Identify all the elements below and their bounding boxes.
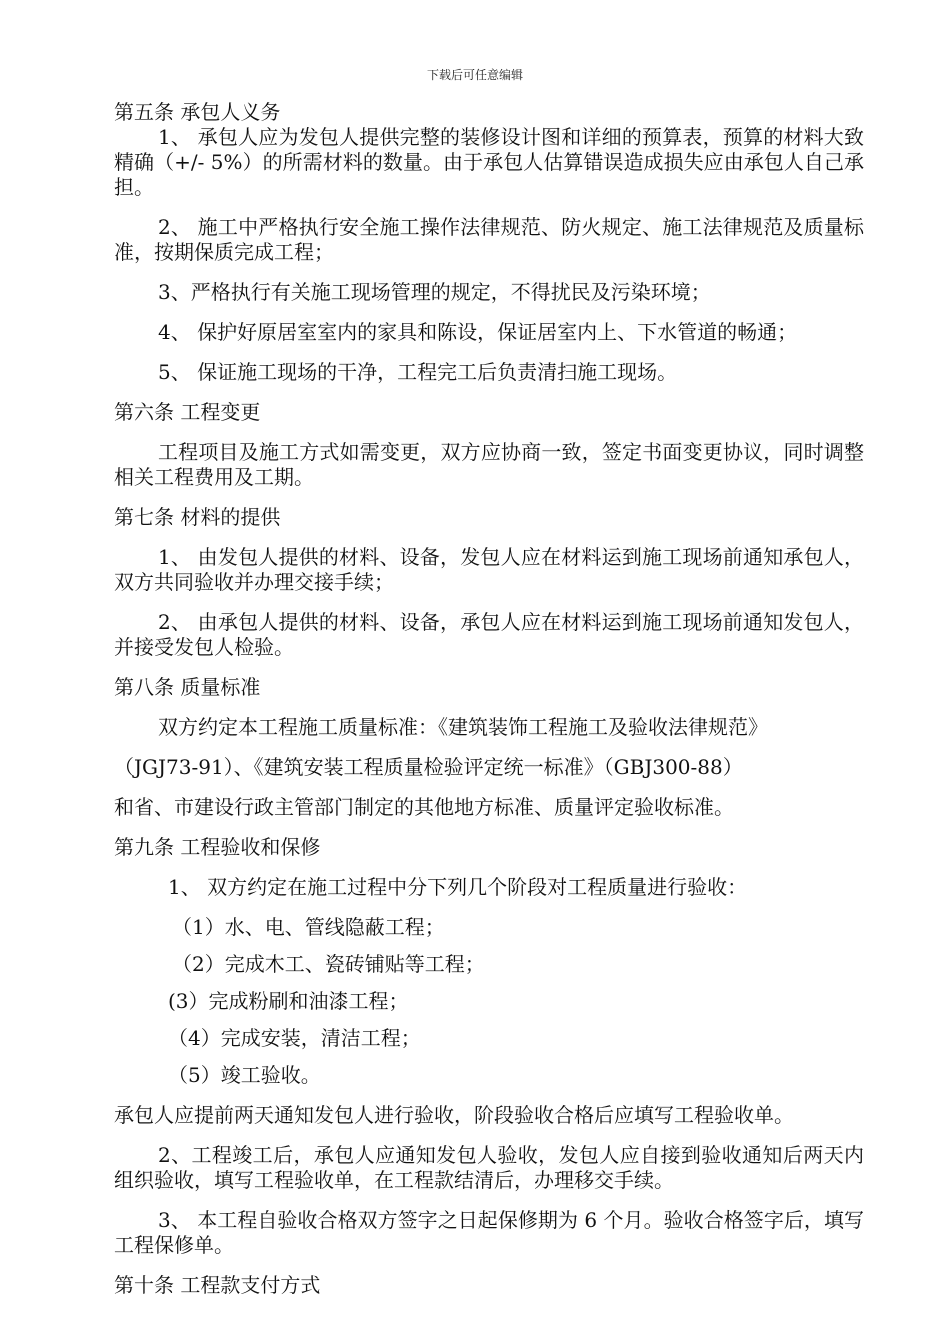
section-5-item-4: 4、 保护好原居室室内的家具和陈设，保证居室内上、下水管道的畅通； (158, 320, 798, 344)
section-7-title: 第七条 材料的提供 (114, 505, 281, 529)
section-10-title: 第十条 工程款支付方式 (114, 1273, 321, 1297)
section-9-note: 承包人应提前两天通知发包人进行验收，阶段验收合格后应填写工程验收单。 (114, 1103, 794, 1127)
section-9-intro: 1、 双方约定在施工过程中分下列几个阶段对工程质量进行验收： (168, 875, 748, 899)
section-7-item-2: 2、 由承包人提供的材料、设备，承包人应在材料运到施工现场前通知发包人，并接受发包人检验。 (114, 610, 864, 659)
section-9-item-3: 3、 本工程自验收合格双方签字之日起保修期为 6 个月。验收合格签字后，填写工程保修单。 (114, 1208, 864, 1257)
section-9-stage-1: （1）水、电、管线隐蔽工程； (172, 915, 445, 939)
section-9-item-2: 2、工程竣工后，承包人应通知发包人验收，发包人应自接到验收通知后两天内组织验收，填写工程验收单，在工程款结清后，办理移交手续。 (114, 1143, 864, 1192)
section-5-item-5: 5、 保证施工现场的干净，工程完工后负责清扫施工现场。 (158, 360, 678, 384)
section-8-title: 第八条 质量标准 (114, 675, 261, 699)
document-body (114, 100, 864, 1298)
section-7-item-1: 1、 由发包人提供的材料、设备，发包人应在材料运到施工现场前通知承包人，双方共同验收并办理交接手续； (114, 545, 864, 594)
section-8-body-line-3: 和省、市建设行政主管部门制定的其他地方标准、质量评定验收标准。 (114, 795, 734, 819)
section-9-stage-2: （2）完成木工、瓷砖铺贴等工程； (172, 952, 485, 976)
section-9-stage-3: (3）完成粉刷和油漆工程； (168, 989, 409, 1013)
section-5-item-3: 3、严格执行有关施工现场管理的规定，不得扰民及污染环境； (158, 280, 711, 304)
section-5-item-1: 1、 承包人应为发包人提供完整的装修设计图和详细的预算表，预算的材料大致精确（+/- 5%）的所需材料的数量。由于承包人估算错误造成损失应由承包人自己承担。 (114, 125, 864, 199)
section-6-body: 工程项目及施工方式如需变更，双方应协商一致，签定书面变更协议，同时调整相关工程费用及工期。 (114, 440, 864, 489)
section-9-stage-5: （5）竣工验收。 (168, 1063, 321, 1087)
section-5-title: 第五条 承包人义务 (114, 100, 281, 124)
section-5-item-2: 2、 施工中严格执行安全施工操作法律规范、防火规定、施工法律规范及质量标准，按期保质完成工程； (114, 215, 864, 264)
section-8-body-line-1: 双方约定本工程施工质量标准：《建筑装饰工程施工及验收法律规范》 (158, 715, 768, 739)
section-9-stage-4: （4）完成安装，清洁工程； (168, 1026, 421, 1050)
section-9-title: 第九条 工程验收和保修 (114, 835, 321, 859)
page-header: 下载后可任意编辑 (426, 68, 523, 82)
section-8-body-line-2: （JGJ73-91）、《建筑安装工程质量检验评定统一标准》（GBJ300-88） (114, 755, 743, 779)
section-6-title: 第六条 工程变更 (114, 400, 261, 424)
